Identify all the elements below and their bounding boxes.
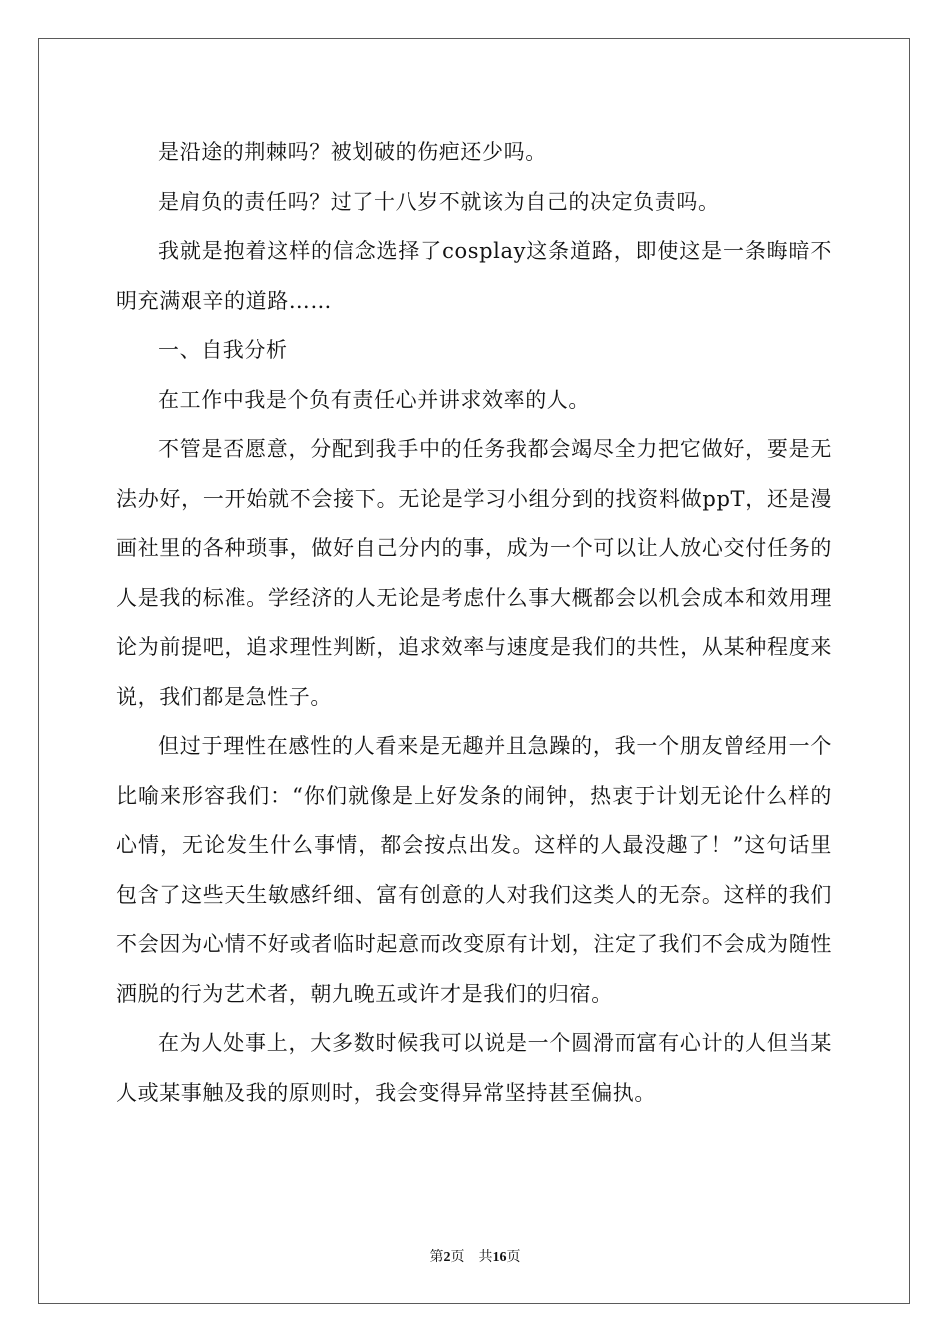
- paragraph: 在工作中我是个负有责任心并讲求效率的人。: [158, 387, 590, 412]
- paragraph: 我就是抱着这样的信念选择了cosplay这条道路，即使这是一条晦暗不明充满艰辛的道路……: [116, 239, 832, 313]
- paragraph: 是沿途的荆棘吗？被划破的伤疤还少吗。: [158, 140, 547, 164]
- paragraph: 不管是否愿意，分配到我手中的任务我都会竭尽全力把它做好，要是无法办好，一开始就不会接下。无论是学习小组分到的找资料做ppT，还是漫画社里的各种琐事，做好自己分内的事，成为一个可以让人放心交付任务的人是我的标准。学经济的人无论是考虑什么事大概都会以机会成本和效用理论为前提吧，追求理性判断，追求效率与速度是我们的共性，从某种程度来说，我们都是急性子。: [116, 437, 832, 709]
- paragraph: 但过于理性在感性的人看来是无趣并且急躁的，我一个朋友曾经用一个比喻来形容我们：“你们就像是上好发条的闹钟，热衷于计划无论什么样的心情，无论发生什么事情，都会按点出发。这样的人最没趣了！”这句话里包含了这些天生敏感纤细、富有创意的人对我们这类人的无奈。这样的我们不会因为心情不好或者临时起意而改变原有计划，注定了我们不会成为随性洒脱的行为艺术者，朝九晚五或许才是我们的归宿。: [116, 734, 832, 1006]
- page-prefix: 第: [429, 1249, 444, 1265]
- total-unit: 页: [506, 1249, 521, 1265]
- section-heading: 一、自我分析: [158, 338, 288, 362]
- page-total: 16: [492, 1250, 507, 1265]
- page-unit: 页: [450, 1249, 465, 1265]
- paragraph: 在为人处事上，大多数时候我可以说是一个圆滑而富有心计的人但当某人或某事触及我的原则时，我会变得异常坚持甚至偏执。: [116, 1031, 832, 1105]
- document-body: [116, 128, 832, 1118]
- total-prefix: 共: [478, 1249, 493, 1265]
- page-current: 2: [443, 1250, 451, 1265]
- paragraph: 是肩负的责任吗？过了十八岁不就该为自己的决定负责吗。: [158, 189, 720, 214]
- page-footer: [0, 1246, 950, 1266]
